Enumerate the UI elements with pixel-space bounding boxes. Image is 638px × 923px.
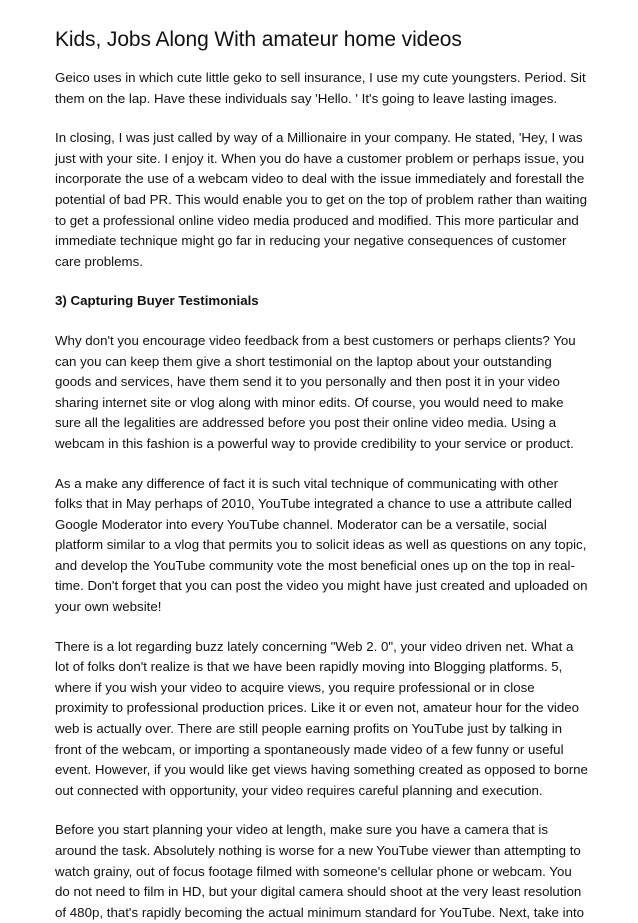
section-heading-testimonials: 3) Capturing Buyer Testimonials: [55, 293, 259, 309]
paragraph-geico: Geico uses in which cute little geko to sell insurance, I use my cute youngsters. Period. Sit them on the lap. Have these individuals say 'Hello. ' It's going to leave lasting images.: [55, 70, 586, 106]
paragraph-video-feedback: Why don't you encourage video feedback from a best customers or perhaps clients? You can you can keep them give a short testimonial on the laptop about your outstanding goods and services, have them send it to you personally and then post it in your video sharing internet site or vlog along with minor edits. Of course, you would need to make sure all the legalities are addressed before you post their online video media. Using a webcam in this fashion is a powerful way to provide credibility to your service or product.: [55, 332, 576, 451]
paragraph-web-buzz: There is a lot regarding buzz lately concerning "Web 2. 0", your video driven net. What a lot of folks don't realize is that we have been rapidly moving into Blogging platforms. 5, where if you wish your video to acquire views, you require professional or in close proximity to professional production prices. Like it or even not, amateur hour for the video web is actually over. There are still people earning profits on YouTube just by talking in front of the webcam, or importing a spontaneously made video of a few funny or useful event. However, if you would like get views having something created as opposed to borne out connected with opportunity, your video requires careful planning and execution.: [55, 638, 588, 798]
paragraph-camera-planning: Before you start planning your video at length, make sure you have a camera that is around the task. Absolutely nothing is worse for a new YouTube viewer than attempting to watch grainy, out of focus footage filmed with someone's cellular phone or webcam. You do not need to film in HD, but your digital camera should shoot at the very least resolution of 480p, that's rapidly becoming the actual minimum standard for YouTube. Next, take into: [55, 822, 585, 920]
paragraph-closing: In closing, I was just called by way of a Millionaire in your company. He stated, 'Hey, I was just with your site. I enjoy it. When you do have a customer problem or perhaps issue, you incorporate the use of a webcam video to deal with the issue immediately and forestall the potential of bad PR. This would enable you to get on the top of problem rather than waiting to get a professional online video media produced and modified. This more particular and immediate technique might go far in reducing your negative consequences of customer care problems.: [55, 130, 587, 269]
paragraph-google-moderator: As a make any difference of fact it is such vital technique of communicating with other folks that in May perhaps of 2010, YouTube integrated a chance to use a attribute called Google Moderator into every YouTube channel. Moderator can be a versatile, social platform similar to a vlog that permits you to solicit ideas as well as questions on any topic, and develop the YouTube community vote the most beneficial ones up on the top in real-time. Don't forget that you can post the video you might have just created and uploaded on your own website!: [55, 475, 588, 615]
document-title: Kids, Jobs Along With amateur home videos: [55, 28, 462, 51]
